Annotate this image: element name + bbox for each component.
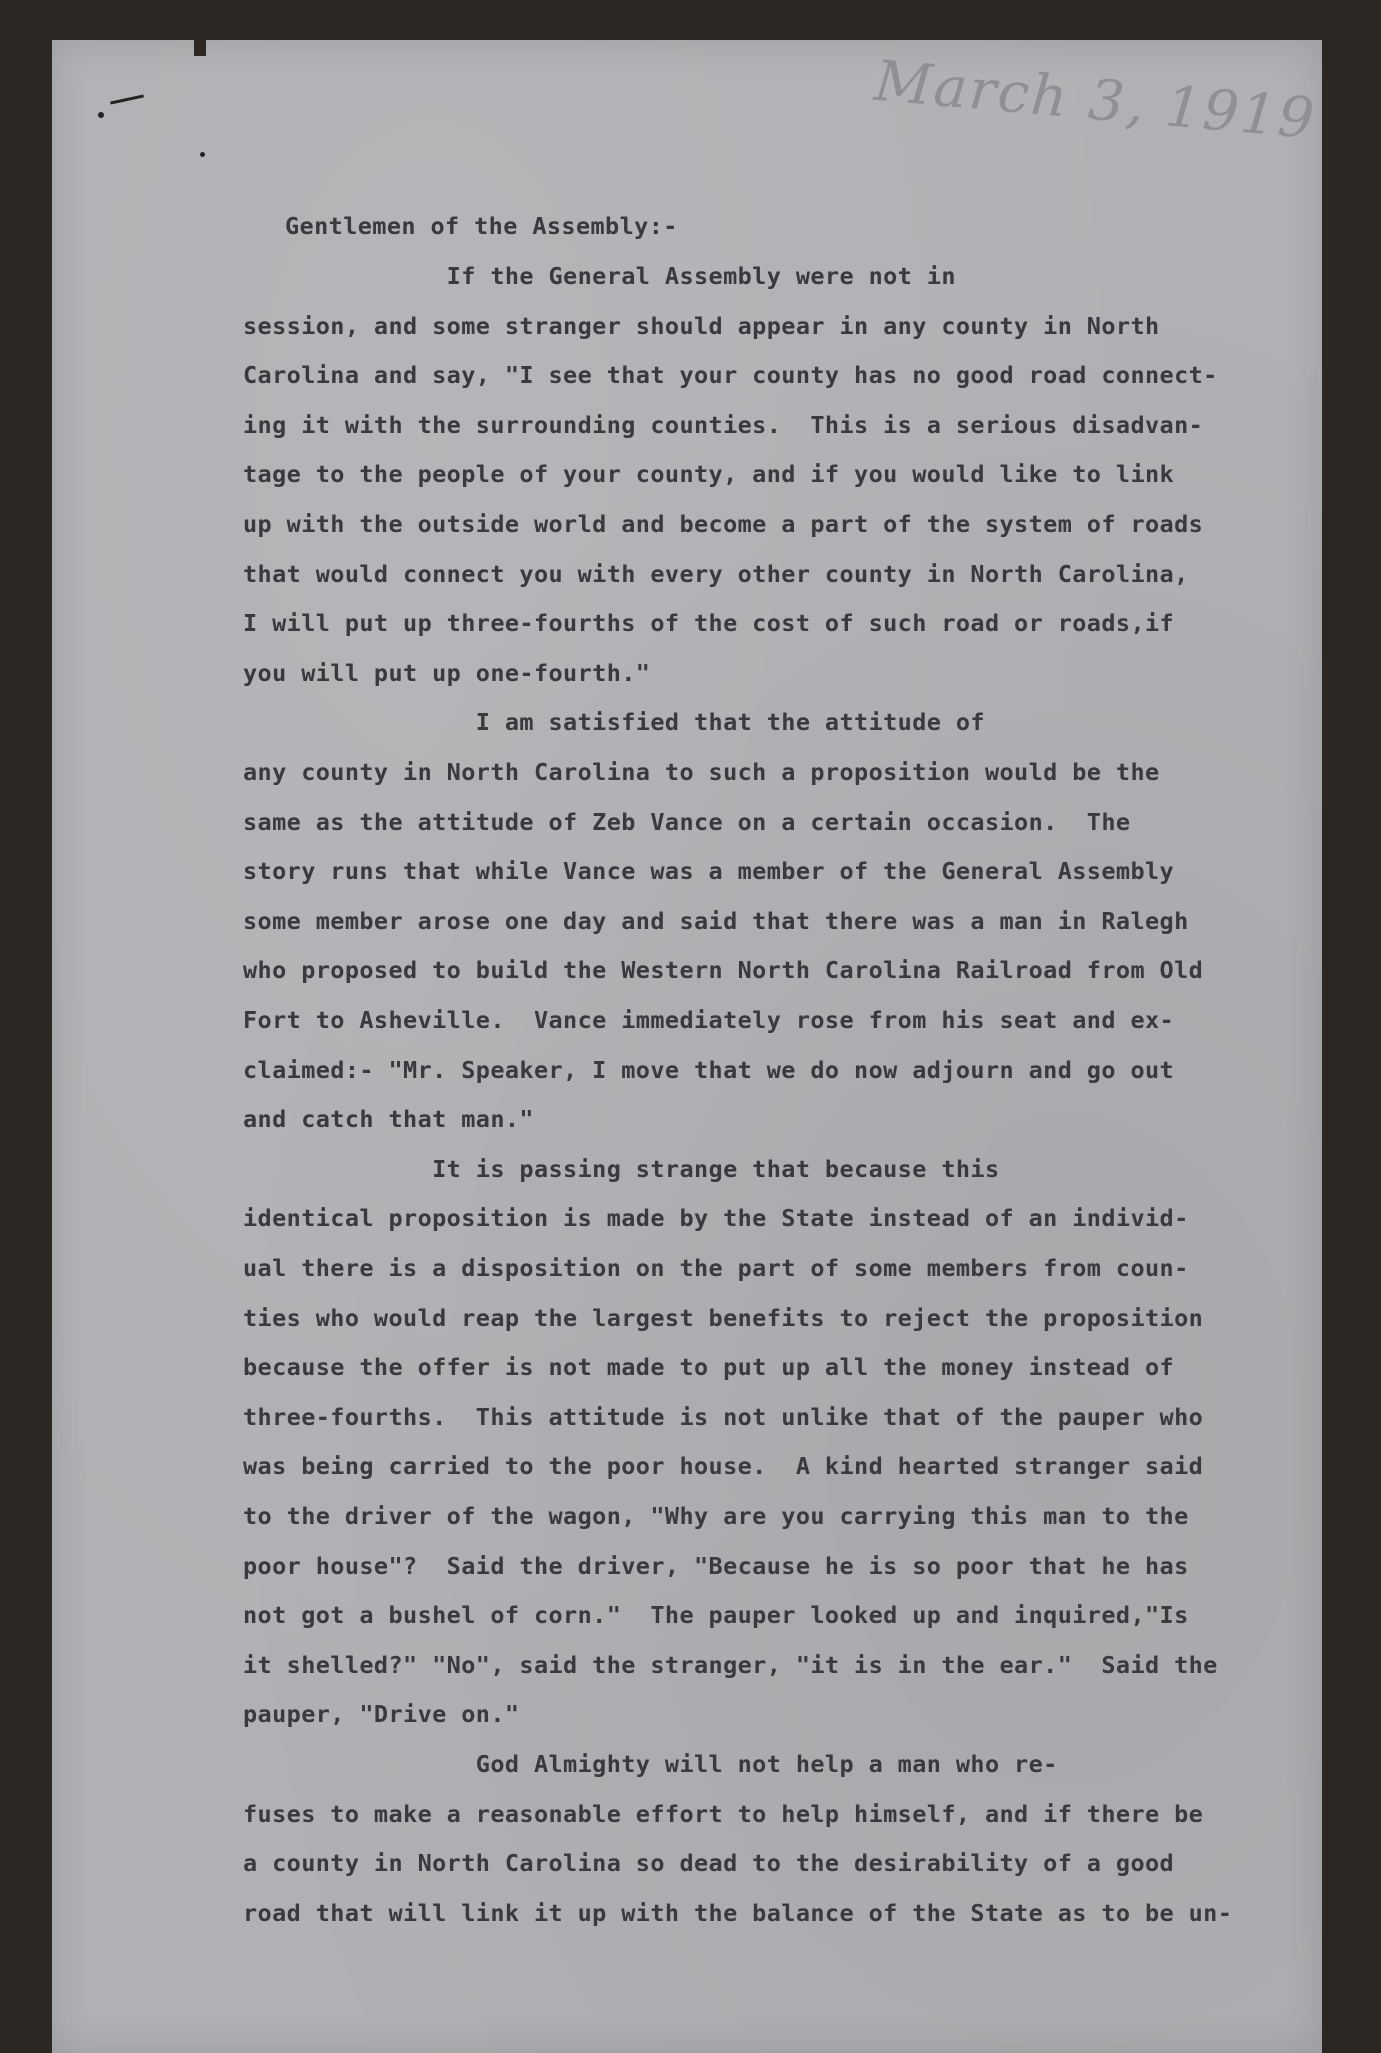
body-line: a county in North Carolina so dead to the desirability of a good: [243, 1849, 1175, 1878]
body-line: not got a bushel of corn." The pauper looked up and inquired,"Is: [243, 1601, 1189, 1630]
body-line: that would connect you with every other county in North Carolina,: [243, 559, 1189, 588]
body-line: you will put up one-fourth.": [243, 658, 651, 687]
body-line: poor house"? Said the driver, "Because he is so poor that he has: [243, 1551, 1189, 1580]
body-line: up with the outside world and become a part of the system of roads: [243, 510, 1204, 538]
body-line: because the offer is not made to put up all the money instead of: [243, 1353, 1175, 1382]
ink-mark: [110, 94, 144, 104]
body-line: I will put up three-fourths of the cost of such road or roads,if: [243, 609, 1175, 638]
body-line: pauper, "Drive on.": [243, 1700, 520, 1729]
body-line: fuses to make a reasonable effort to help himself, and if there be: [243, 1799, 1204, 1828]
body-line: to the driver of the wagon, "Why are you carrying this man to the: [243, 1502, 1189, 1530]
body-line: three-fourths. This attitude is not unlike that of the pauper who: [243, 1402, 1204, 1431]
body-line: tage to the people of your county, and if you would like to link: [243, 460, 1175, 489]
body-line: same as the attitude of Zeb Vance on a certain occasion. The: [243, 807, 1131, 836]
body-line: If the General Assembly were not in: [243, 262, 956, 290]
body-line: some member arose one day and said that there was a man in Ralegh: [243, 906, 1189, 935]
body-line: any county in North Carolina to such a proposition would be the: [243, 758, 1160, 786]
body-line: ing it with the surrounding counties. This is a serious disadvan-: [243, 410, 1204, 439]
body-line: session, and some stranger should appear in any county in North: [243, 311, 1160, 340]
ink-mark: [200, 152, 205, 157]
body-line: it shelled?" "No", said the stranger, "it is in the ear." Said the: [243, 1650, 1218, 1679]
body-line: story runs that while Vance was a member of the General Assembly: [243, 857, 1175, 886]
body-line: claimed:- "Mr. Speaker, I move that we do now adjourn and go out: [243, 1055, 1175, 1084]
punch-notch: [194, 30, 206, 56]
body-line: Carolina and say, "I see that your county has no good road connect-: [243, 361, 1218, 390]
body-line: identical proposition is made by the State instead of an individ-: [243, 1204, 1189, 1233]
body-line: road that will link it up with the balance of the State as to be un-: [243, 1898, 1233, 1927]
body-line: and catch that man.": [243, 1105, 534, 1134]
salutation: Gentlemen of the Assembly:-: [285, 212, 678, 240]
body-line: Fort to Asheville. Vance immediately rose from his seat and ex-: [243, 1006, 1175, 1034]
body-line: God Almighty will not help a man who re-: [243, 1750, 1058, 1778]
handwritten-date: March 3, 1919: [872, 48, 1319, 153]
body-line: I am satisfied that the attitude of: [243, 708, 985, 737]
body-line: ual there is a disposition on the part of some members from coun-: [243, 1254, 1189, 1282]
ink-mark: [98, 112, 104, 118]
body-line: who proposed to build the Western North Carolina Railroad from Old: [243, 956, 1204, 985]
body-line: ties who would reap the largest benefits to reject the proposition: [243, 1303, 1204, 1332]
body-line: It is passing strange that because this: [243, 1154, 1000, 1183]
body-line: was being carried to the poor house. A kind hearted stranger said: [243, 1452, 1204, 1481]
